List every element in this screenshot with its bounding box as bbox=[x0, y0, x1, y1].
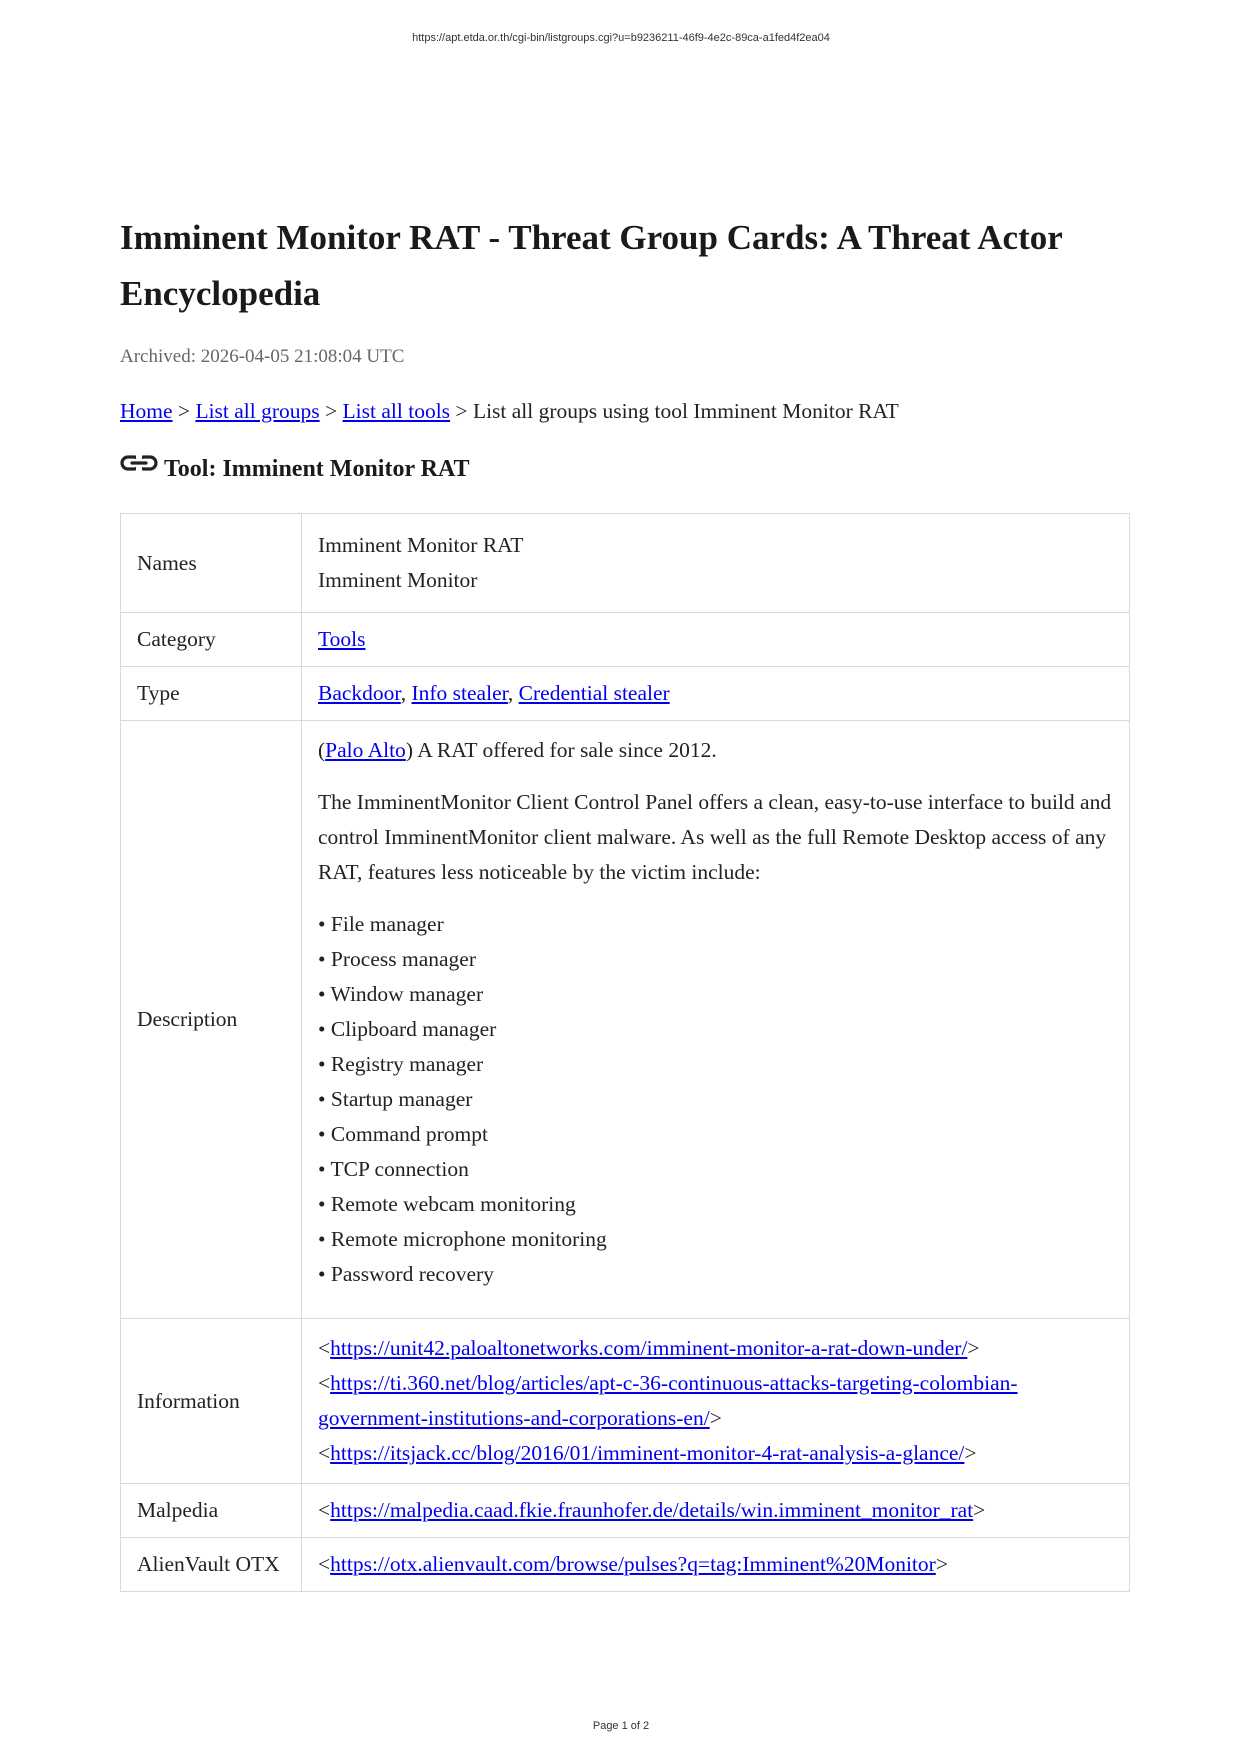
table-row-information bbox=[121, 1319, 1130, 1484]
breadcrumb bbox=[120, 399, 1130, 424]
table-row-description bbox=[121, 721, 1130, 1319]
feature-list bbox=[318, 907, 1113, 1292]
information-link[interactable]: https://ti.360.net/blog/articles/apt-c-36-continuous-attacks-targeting-colombian-government-institutions-and-corporations-en/ bbox=[318, 1371, 1018, 1430]
description-label: Description bbox=[121, 721, 302, 1319]
page-title: Imminent Monitor RAT - Threat Group Cards: A Threat Actor Encyclopedia bbox=[120, 218, 1063, 313]
list-item: • Remote microphone monitoring bbox=[318, 1227, 607, 1251]
tool-heading-text: Tool: Imminent Monitor RAT bbox=[164, 456, 470, 482]
tool-info-table bbox=[120, 513, 1130, 1592]
names-label: Names bbox=[121, 514, 302, 613]
type-link-backdoor[interactable]: Backdoor bbox=[318, 681, 401, 705]
breadcrumb-separator: > bbox=[177, 399, 191, 423]
name-item: Imminent Monitor bbox=[318, 568, 478, 592]
list-item: • Password recovery bbox=[318, 1262, 494, 1286]
list-item: • Process manager bbox=[318, 947, 476, 971]
table-row-malpedia bbox=[121, 1484, 1130, 1538]
list-item: • TCP connection bbox=[318, 1157, 469, 1181]
table-row-type bbox=[121, 667, 1130, 721]
information-label: Information bbox=[121, 1319, 302, 1484]
type-label: Type bbox=[121, 667, 302, 721]
malpedia-label: Malpedia bbox=[121, 1484, 302, 1538]
type-link-info-stealer[interactable]: Info stealer bbox=[411, 681, 508, 705]
source-link-palo-alto[interactable]: Palo Alto bbox=[325, 738, 406, 762]
list-item: • Window manager bbox=[318, 982, 484, 1006]
type-value bbox=[302, 667, 1130, 721]
list-item: • Registry manager bbox=[318, 1052, 484, 1076]
type-link-credential-stealer[interactable]: Credential stealer bbox=[518, 681, 670, 705]
category-link[interactable]: Tools bbox=[318, 627, 366, 651]
type-separator: , bbox=[507, 681, 514, 705]
main-content bbox=[120, 210, 1130, 1592]
information-entry: <https://itsjack.cc/blog/2016/01/imminent-monitor-4-rat-analysis-a-glance/> bbox=[318, 1441, 977, 1465]
paren-open: ( bbox=[318, 738, 326, 762]
link-icon bbox=[120, 452, 158, 478]
description-intro-text: A RAT offered for sale since 2012. bbox=[417, 738, 717, 762]
description-paragraph: The ImminentMonitor Client Control Panel offers a clean, easy-to-use interface to build and control ImminentMonitor client malware. As well as the full Remote Desktop access of any RAT, features less noticeable by the victim include: bbox=[318, 790, 1112, 884]
type-separator: , bbox=[400, 681, 407, 705]
list-item: • Startup manager bbox=[318, 1087, 473, 1111]
table-row-alienvault-otx bbox=[121, 1538, 1130, 1592]
information-link[interactable]: https://itsjack.cc/blog/2016/01/imminent-monitor-4-rat-analysis-a-glance/ bbox=[330, 1441, 965, 1465]
list-item: • File manager bbox=[318, 912, 444, 936]
list-item: • Clipboard manager bbox=[318, 1017, 497, 1041]
otx-link[interactable]: https://otx.alienvault.com/browse/pulses?q=tag:Imminent%20Monitor bbox=[330, 1552, 936, 1576]
names-value bbox=[302, 514, 1130, 613]
breadcrumb-current: List all groups using tool Imminent Monitor RAT bbox=[472, 399, 899, 423]
list-item: • Remote webcam monitoring bbox=[318, 1192, 576, 1216]
malpedia-link[interactable]: https://malpedia.caad.fkie.fraunhofer.de/details/win.imminent_monitor_rat bbox=[330, 1498, 974, 1522]
otx-value: <https://otx.alienvault.com/browse/pulses?q=tag:Imminent%20Monitor> bbox=[302, 1538, 1130, 1592]
malpedia-value: <https://malpedia.caad.fkie.fraunhofer.de/details/win.imminent_monitor_rat> bbox=[302, 1484, 1130, 1538]
list-item: • Command prompt bbox=[318, 1122, 488, 1146]
paren-close: ) bbox=[405, 738, 413, 762]
description-value bbox=[302, 721, 1130, 1319]
category-value bbox=[302, 613, 1130, 667]
information-entry: <https://unit42.paloaltonetworks.com/imminent-monitor-a-rat-down-under/> bbox=[318, 1336, 980, 1360]
page-url-header: https://apt.etda.or.th/cgi-bin/listgroups.cgi?u=b9236211-46f9-4e2c-89ca-a1fed4f2ea04 bbox=[412, 32, 830, 44]
table-row-category bbox=[121, 613, 1130, 667]
information-entry: <https://ti.360.net/blog/articles/apt-c-36-continuous-attacks-targeting-colombian-government-institutions-and-corporations-en/> bbox=[318, 1371, 1018, 1430]
information-link[interactable]: https://unit42.paloaltonetworks.com/imminent-monitor-a-rat-down-under/ bbox=[330, 1336, 968, 1360]
breadcrumb-separator: > bbox=[455, 399, 468, 423]
breadcrumb-tools-link[interactable]: List all tools bbox=[342, 399, 451, 423]
otx-label: AlienVault OTX bbox=[121, 1538, 302, 1592]
description-intro bbox=[318, 733, 1113, 768]
archived-timestamp: Archived: 2026-04-05 21:08:04 UTC bbox=[120, 346, 405, 367]
tool-heading bbox=[120, 456, 1130, 483]
page-footer: Page 1 of 2 bbox=[592, 1720, 650, 1732]
category-label: Category bbox=[121, 613, 302, 667]
table-row-names bbox=[121, 514, 1130, 613]
breadcrumb-home-link[interactable]: Home bbox=[120, 399, 173, 423]
breadcrumb-separator: > bbox=[325, 399, 338, 423]
information-value bbox=[302, 1319, 1130, 1484]
breadcrumb-groups-link[interactable]: List all groups bbox=[195, 399, 320, 423]
name-item: Imminent Monitor RAT bbox=[318, 533, 524, 557]
